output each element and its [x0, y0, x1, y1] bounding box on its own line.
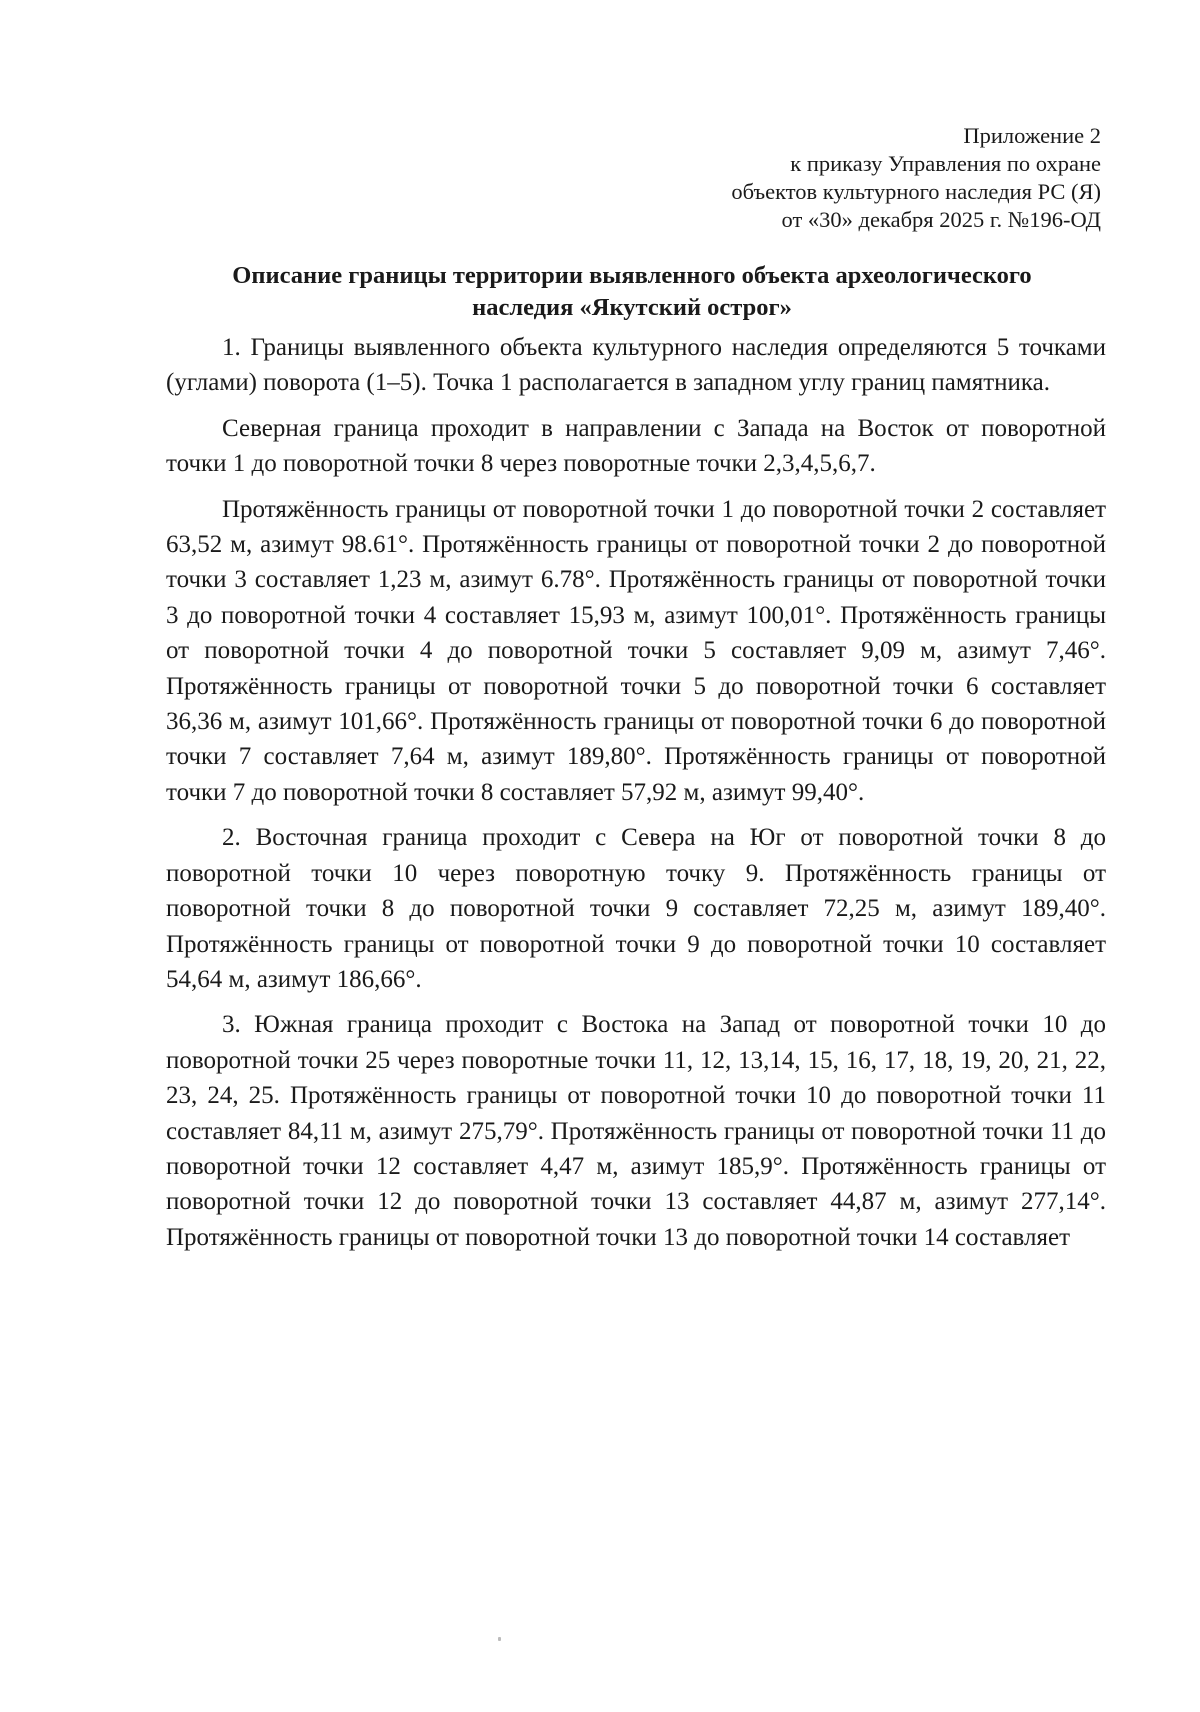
- appendix-line: к приказу Управления по охране: [790, 151, 1101, 176]
- appendix-header: [731, 122, 1101, 234]
- title-line: наследия «Якутский острог»: [472, 294, 792, 321]
- scan-speck: [498, 1637, 501, 1641]
- title-line: Описание границы территории выявленного объекта археологического: [232, 262, 1032, 289]
- appendix-line: объектов культурного наследия РС (Я): [731, 179, 1101, 204]
- document-body: [166, 330, 1106, 1265]
- appendix-line: от «30» декабря 2025 г. №196-ОД: [781, 207, 1101, 232]
- document-title: [158, 260, 1106, 324]
- appendix-line: Приложение 2: [963, 123, 1101, 148]
- paragraph: Протяжённость границы от поворотной точки 1 до поворотной точки 2 составляет 63,52 м, азимут 98.61°. Протяжённость границы от поворотной точки 2 до поворотной точки 3 составляет 1,23 м, азимут 6.78°. Протяжённость границы от поворотной точки 3 до поворотной точки 4 составляет 15,93 м, азимут 100,01°. Протяжённость границы от поворотной точки 4 до поворотной точки 5 составляет 9,09 м, азимут 7,46°. Протяжённость границы от поворотной точки 5 до поворотной точки 6 составляет 36,36 м, азимут 101,66°. Протяжённость границы от поворотной точки 6 до поворотной точки 7 составляет 7,64 м, азимут 189,80°. Протяжённость границы от поворотной точки 7 до поворотной точки 8 составляет 57,92 м, азимут 99,40°.: [166, 495, 1106, 806]
- paragraph: Северная граница проходит в направлении с Запада на Восток от поворотной точки 1 до поворотной точки 8 через поворотные точки 2,3,4,5,6,7.: [166, 414, 1106, 478]
- paragraph: 1. Границы выявленного объекта культурного наследия определяются 5 точками (углами) поворота (1–5). Точка 1 располагается в западном углу границ памятника.: [166, 334, 1106, 397]
- paragraph: 2. Восточная граница проходит с Севера на Юг от поворотной точки 8 до поворотной точки 10 через поворотную точку 9. Протяжённость границы от поворотной точки 8 до поворотной точки 9 составляет 72,25 м, азимут 189,40°. Протяжённость границы от поворотной точки 9 до поворотной точки 10 составляет 54,64 м, азимут 186,66°.: [166, 824, 1106, 993]
- paragraph: 3. Южная граница проходит с Востока на Запад от поворотной точки 10 до поворотной точки 25 через поворотные точки 11, 12, 13,14, 15, 16, 17, 18, 19, 20, 21, 22, 23, 24, 25. Протяжённость границы от поворотной точки 10 до поворотной точки 11 составляет 84,11 м, азимут 275,79°. Протяжённость границы от поворотной точки 11 до поворотной точки 12 составляет 4,47 м, азимут 185,9°. Протяжённость границы от поворотной точки 12 до поворотной точки 13 составляет 44,87 м, азимут 277,14°. Протяжённость границы от поворотной точки 13 до поворотной точки 14 составляет: [166, 1011, 1106, 1251]
